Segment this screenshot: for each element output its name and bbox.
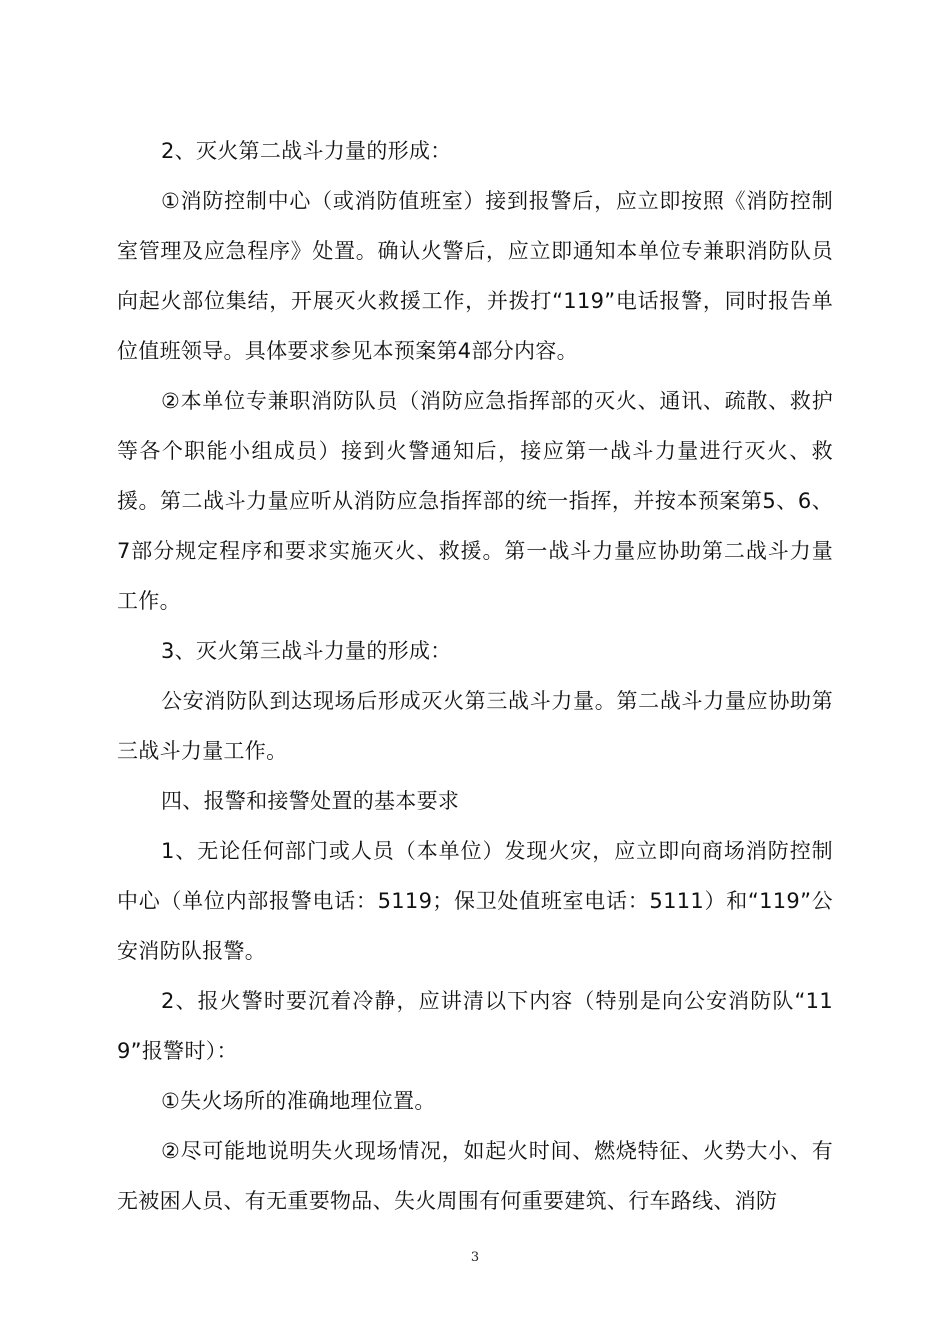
section-heading-alarm-requirements: 四、报警和接警处置的基本要求 (161, 789, 460, 813)
page-number: 3 (470, 1250, 480, 1265)
paragraph-control-center: ①消防控制中心（或消防值班室）接到报警后，应立即按照《消防控制室管理及应急程序》处置。确认火警后，应立即通知本单位专兼职消防队员向起火部位集结，开展灭火救援工作，并拨打“119”电话报警，同时报告单位值班领导。具体要求参见本预案第4部分内容。 (117, 189, 833, 363)
paragraph-public-fire-brigade: 公安消防队到达现场后形成灭火第三战斗力量。第二战斗力量应协助第三战斗力量工作。 (117, 689, 833, 763)
document-body (117, 126, 833, 1226)
paragraph-third-force-heading: 3、灭火第三战斗力量的形成： (161, 639, 452, 663)
paragraph-report-fire: 1、无论任何部门或人员（本单位）发现火灾，应立即向商场消防控制中心（单位内部报警电话：5119；保卫处值班室电话：5111）和“119”公安消防队报警。 (117, 839, 833, 963)
paragraph-stay-calm: 2、报火警时要沉着冷静，应讲清以下内容（特别是向公安消防队“119”报警时）： (117, 989, 833, 1063)
paragraph-situation: ②尽可能地说明失火现场情况，如起火时间、燃烧特征、火势大小、有无被困人员、有无重要物品、失火周围有何重要建筑、行车路线、消防 (117, 1139, 833, 1213)
paragraph-volunteer-firefighters: ②本单位专兼职消防队员（消防应急指挥部的灭火、通讯、疏散、救护等各个职能小组成员）接到火警通知后，接应第一战斗力量进行灭火、救援。第二战斗力量应听从消防应急指挥部的统一指挥，并按本预案第5、6、7部分规定程序和要求实施灭火、救援。第一战斗力量应协助第二战斗力量工作。 (117, 389, 833, 613)
paragraph-location: ①失火场所的准确地理位置。 (161, 1089, 436, 1113)
paragraph-second-force-heading: 2、灭火第二战斗力量的形成： (161, 139, 452, 163)
